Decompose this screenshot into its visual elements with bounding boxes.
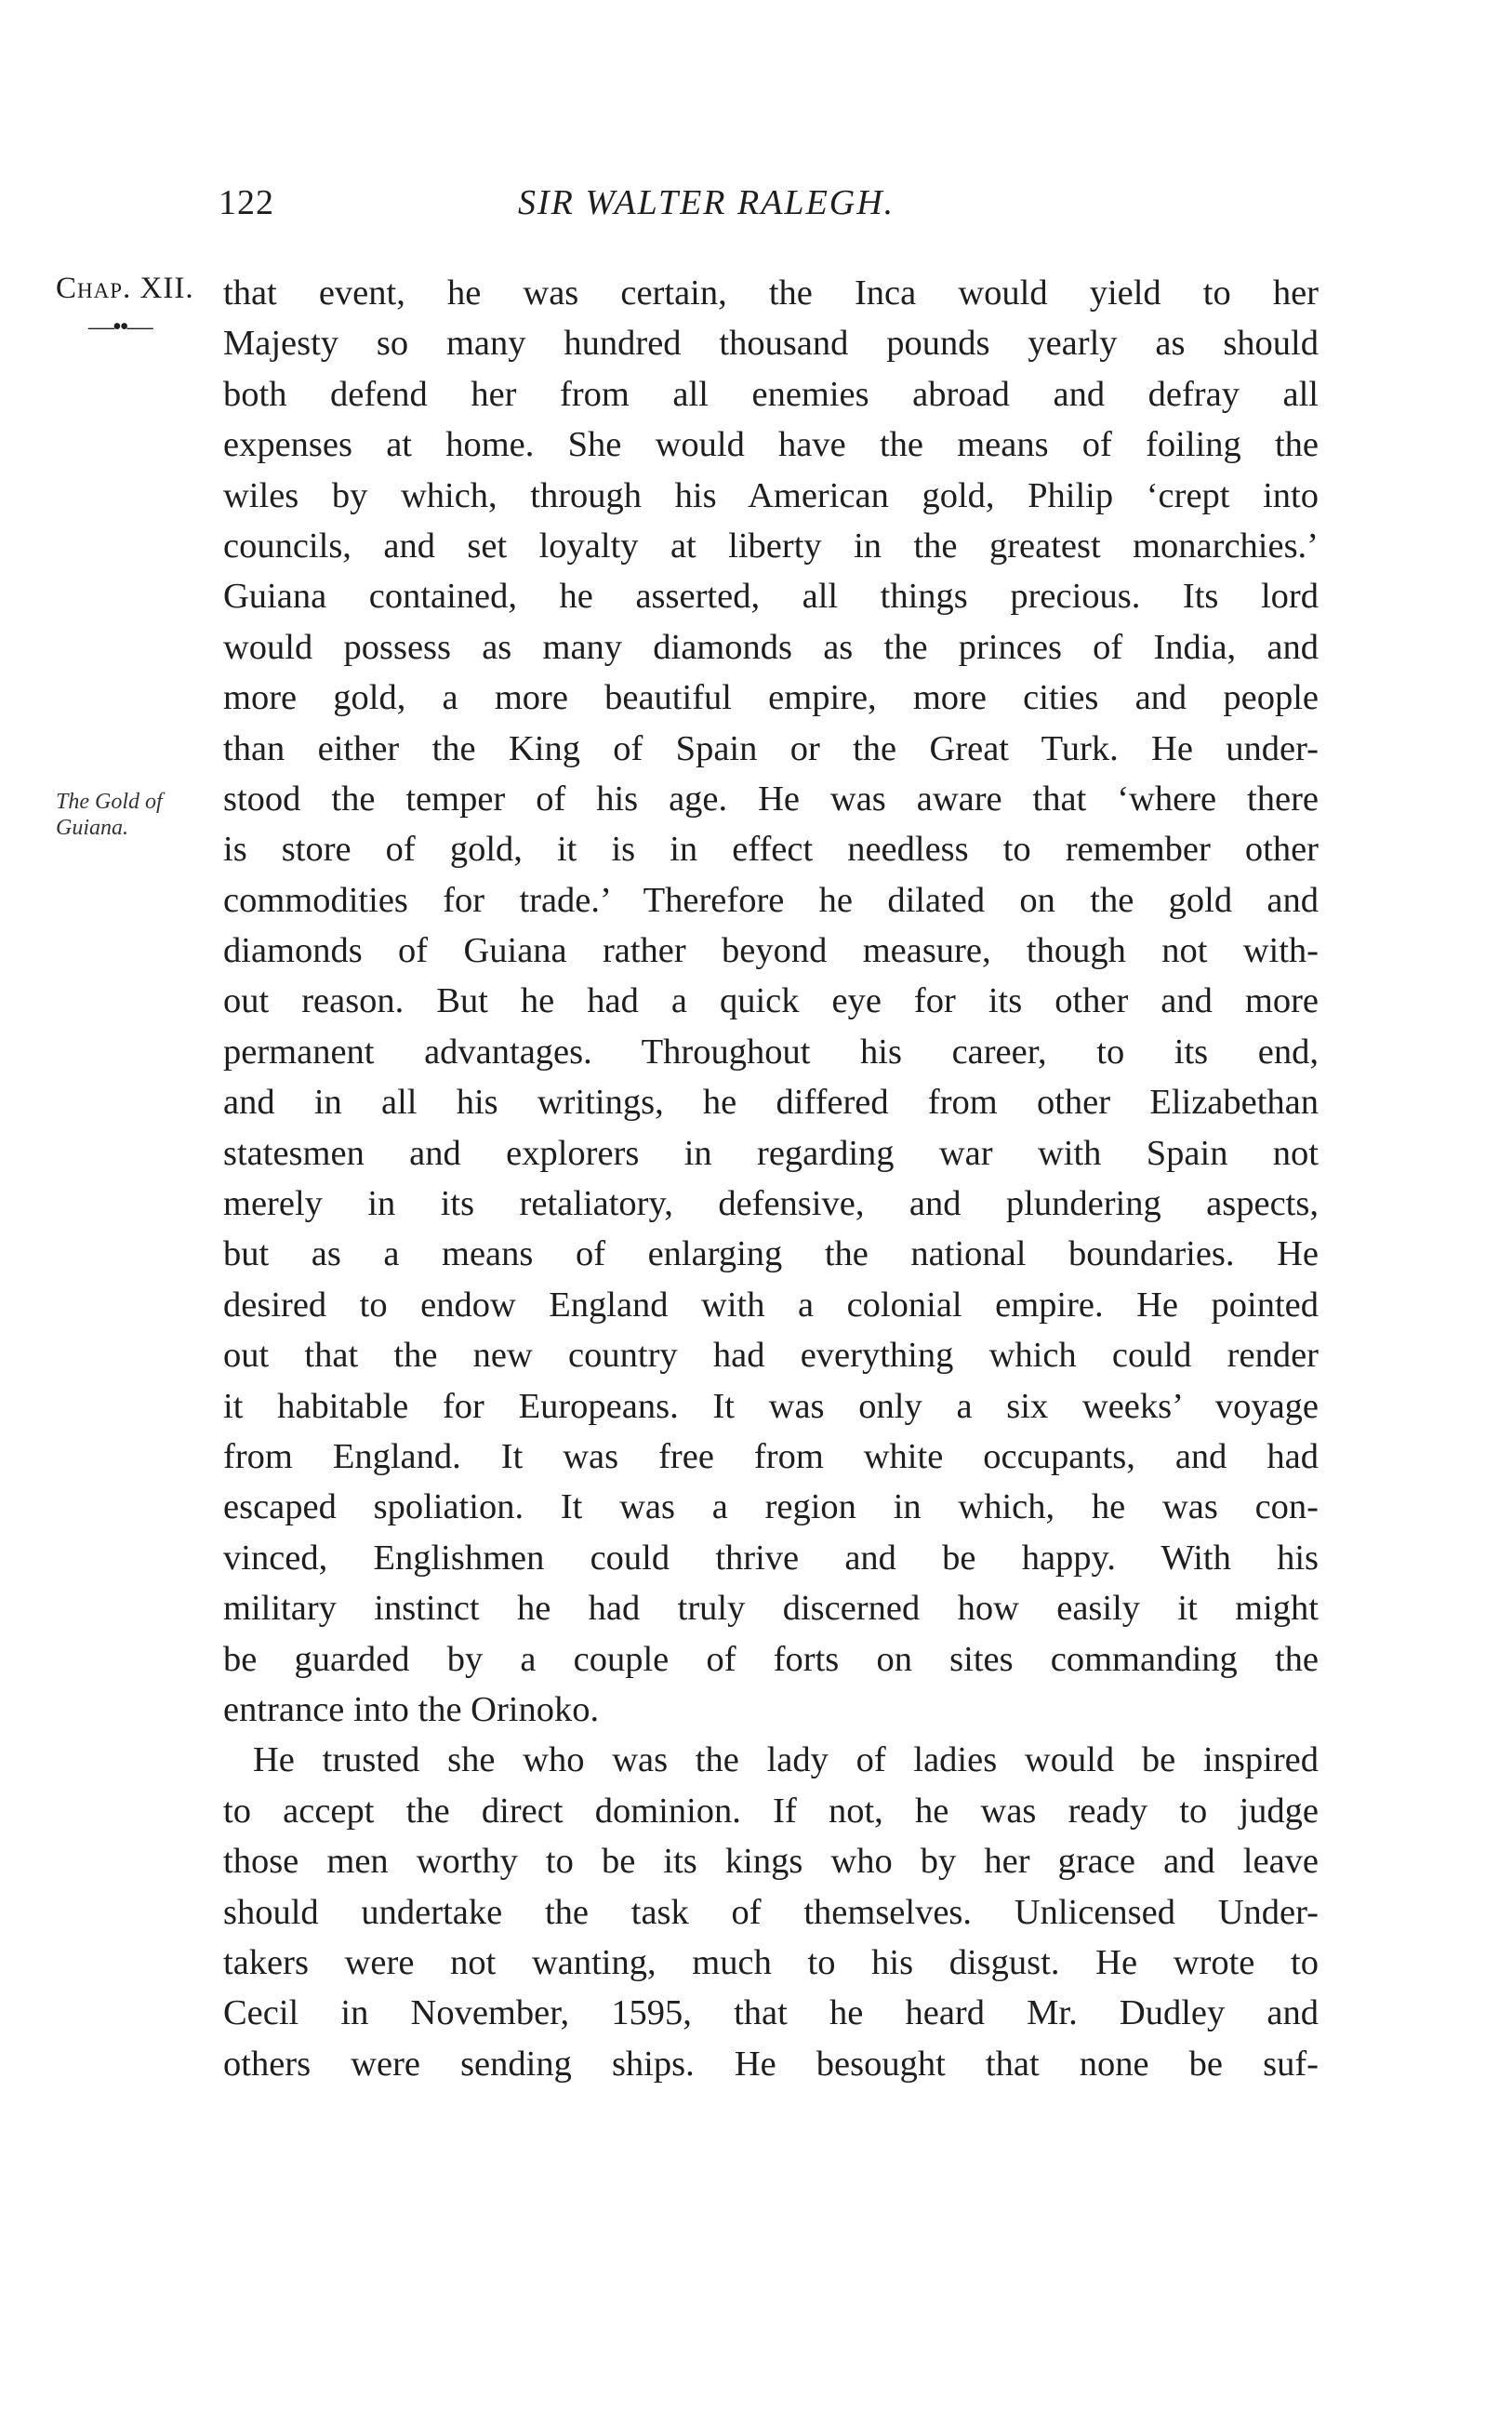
running-title: SIR WALTER RALEGH. [518,183,895,222]
sidenote-line: The Gold of [56,790,163,814]
text-line: than either the King of Spain or the Great Turk. He under- [223,728,1319,768]
text-line: should undertake the task of themselves. Unlicensed Under- [223,1892,1319,1932]
text-line: military instinct he had truly discerned how easily it might [223,1589,1319,1629]
text-line: that event, he was certain, the Inca would yield to her [223,273,1319,313]
ornament-divider: —••— [88,313,152,341]
page-number: 122 [219,183,274,222]
text-line: wiles by which, through his American gold, Philip ‘crept into [223,475,1319,515]
text-line: takers were not wanting, much to his disgust. He wrote to [223,1942,1319,1982]
text-line: those men worthy to be its kings who by her grace and leave [223,1842,1319,1882]
margin-sidenote [56,789,205,841]
sidenote-line: Guiana. [56,816,128,840]
text-line: to accept the direct dominion. If not, he was ready to judge [223,1791,1319,1831]
text-line: is store of gold, it is in effect needless to remember other [223,830,1319,870]
text-line: councils, and set loyalty at liberty in the greatest monarchies.’ [223,526,1319,566]
text-line: diamonds of Guiana rather beyond measure, though not with- [223,931,1319,971]
body-text [223,268,1319,2089]
text-line: would possess as many diamonds as the princes of India, and [223,627,1319,667]
text-line: from England. It was free from white occupants, and had [223,1436,1319,1476]
text-line: stood the temper of his age. He was aware that ‘where there [223,779,1319,819]
chapter-marker: Chap. XII. [56,272,194,305]
text-line: escaped spoliation. It was a region in which, he was con- [223,1487,1319,1527]
text-line: more gold, a more beautiful empire, more cities and people [223,678,1319,718]
paragraph-start-line: He trusted she who was the lady of ladies would be inspired [253,1740,1319,1780]
text-line: be guarded by a couple of forts on sites commanding the [223,1639,1319,1679]
text-line: expenses at home. She would have the means of foiling the [223,425,1319,465]
page-header [219,182,1316,238]
text-line: it habitable for Europeans. It was only a six weeks’ voyage [223,1386,1319,1426]
text-line: out reason. But he had a quick eye for its other and more [223,981,1319,1021]
text-line: and in all his writings, he differed from other Elizabethan [223,1083,1319,1123]
text-line: Cecil in November, 1595, that he heard Mr. Dudley and [223,1993,1319,2033]
text-line: others were sending ships. He besought that none be suf- [223,2044,1319,2084]
text-line: merely in its retaliatory, defensive, and plundering aspects, [223,1184,1319,1224]
text-line: permanent advantages. Throughout his career, to its end, [223,1032,1319,1072]
text-line: but as a means of enlarging the national boundaries. He [223,1234,1319,1274]
text-line: Guiana contained, he asserted, all things precious. Its lord [223,577,1319,617]
text-line: out that the new country had everything which could render [223,1336,1319,1376]
paragraph-end-line: entrance into the Orinoko. [223,1689,600,1729]
text-line: desired to endow England with a colonial empire. He pointed [223,1285,1319,1325]
text-line: commodities for trade.’ Therefore he dilated on the gold and [223,880,1319,920]
text-line: vinced, Englishmen could thrive and be happy. With his [223,1538,1319,1578]
text-line: statesmen and explorers in regarding war with Spain not [223,1133,1319,1173]
text-line: Majesty so many hundred thousand pounds yearly as should [223,324,1319,364]
text-line: both defend her from all enemies abroad and defray all [223,374,1319,414]
